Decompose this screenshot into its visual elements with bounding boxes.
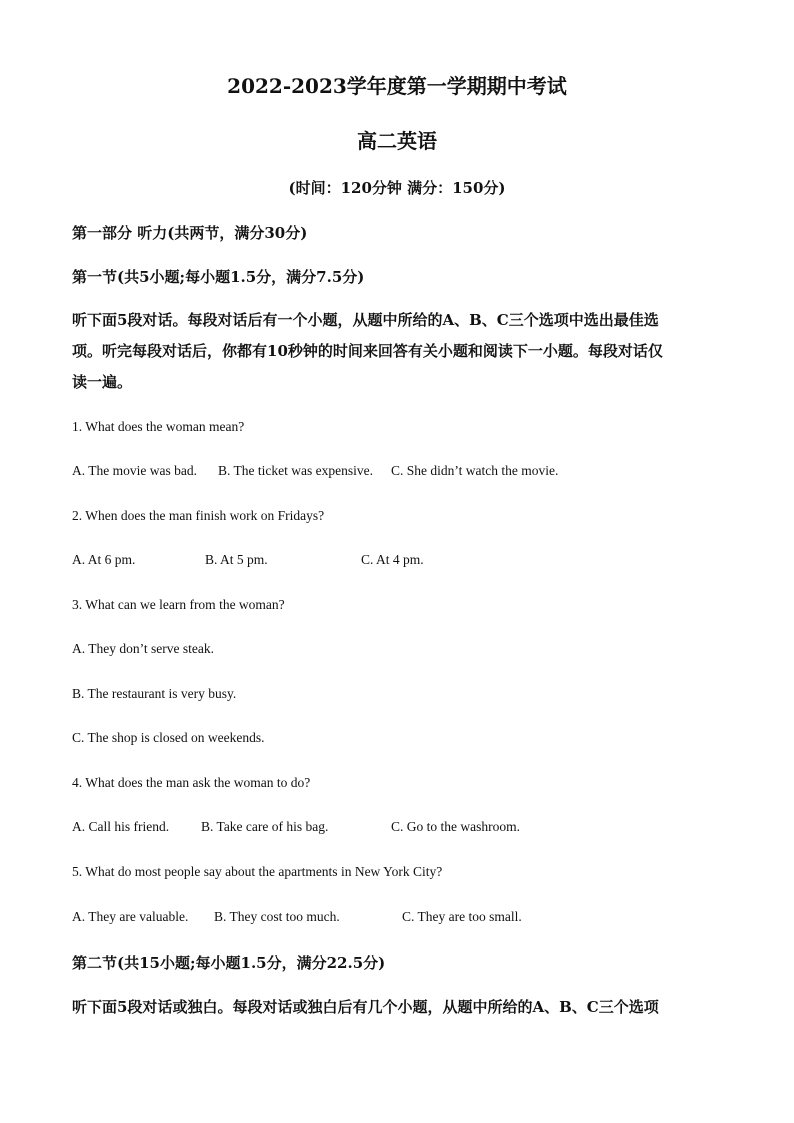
question-3-stem: 3. What can we learn from the woman?: [72, 597, 285, 612]
subject-title: 高二英语: [357, 129, 437, 153]
exam-meta: (时间：120分钟 满分：150分): [288, 179, 506, 197]
question-2-option-b: B. At 5 pm.: [205, 552, 268, 567]
question-4-option-b: B. Take care of his bag.: [201, 819, 329, 834]
question-1-option-b: B. The ticket was expensive.: [218, 463, 373, 478]
section1-instructions: [72, 305, 722, 398]
question-4-option-c: C. Go to the washroom.: [391, 819, 520, 834]
exam-title: 2022-2023学年度第一学期期中考试: [227, 74, 567, 98]
question-3-option-c: C. The shop is closed on weekends.: [72, 730, 265, 745]
question-2-option-a: A. At 6 pm.: [72, 552, 136, 567]
question-1-option-a: A. The movie was bad.: [72, 463, 197, 478]
instruction-line: 读一遍。: [72, 373, 133, 391]
question-4-stem: 4. What does the man ask the woman to do?: [72, 775, 311, 790]
question-4-option-a: A. Call his friend.: [72, 819, 170, 834]
instruction-line: 听下面5段对话。每段对话后有一个小题，从题中所给的A、B、C三个选项中选出最佳选: [72, 311, 659, 329]
question-2-option-c: C. At 4 pm.: [361, 552, 424, 567]
instruction-line: 项。听完每段对话后，你都有10秒钟的时间来回答有关小题和阅读下一小题。每段对话仅: [72, 342, 663, 360]
part1-heading: 第一部分 听力(共两节，满分30分): [72, 224, 308, 242]
question-1-stem: 1. What does the woman mean?: [72, 419, 245, 434]
question-5-option-b: B. They cost too much.: [214, 909, 340, 924]
question-5-stem: 5. What do most people say about the apartments in New York City?: [72, 864, 443, 879]
question-3-option-b: B. The restaurant is very busy.: [72, 686, 237, 701]
question-1-option-c: C. She didn’t watch the movie.: [391, 463, 559, 478]
section1-heading: 第一节(共5小题;每小题1.5分，满分7.5分): [72, 268, 365, 286]
question-5-option-a: A. They are valuable.: [72, 909, 189, 924]
question-2-stem: 2. When does the man finish work on Fridays?: [72, 508, 325, 523]
question-3-option-a: A. They don’t serve steak.: [72, 641, 214, 656]
section2-heading: 第二节(共15小题;每小题1.5分，满分22.5分): [72, 954, 386, 972]
section2-instructions: 听下面5段对话或独白。每段对话或独白后有几个小题，从题中所给的A、B、C三个选项: [72, 998, 659, 1016]
question-5-option-c: C. They are too small.: [402, 909, 522, 924]
